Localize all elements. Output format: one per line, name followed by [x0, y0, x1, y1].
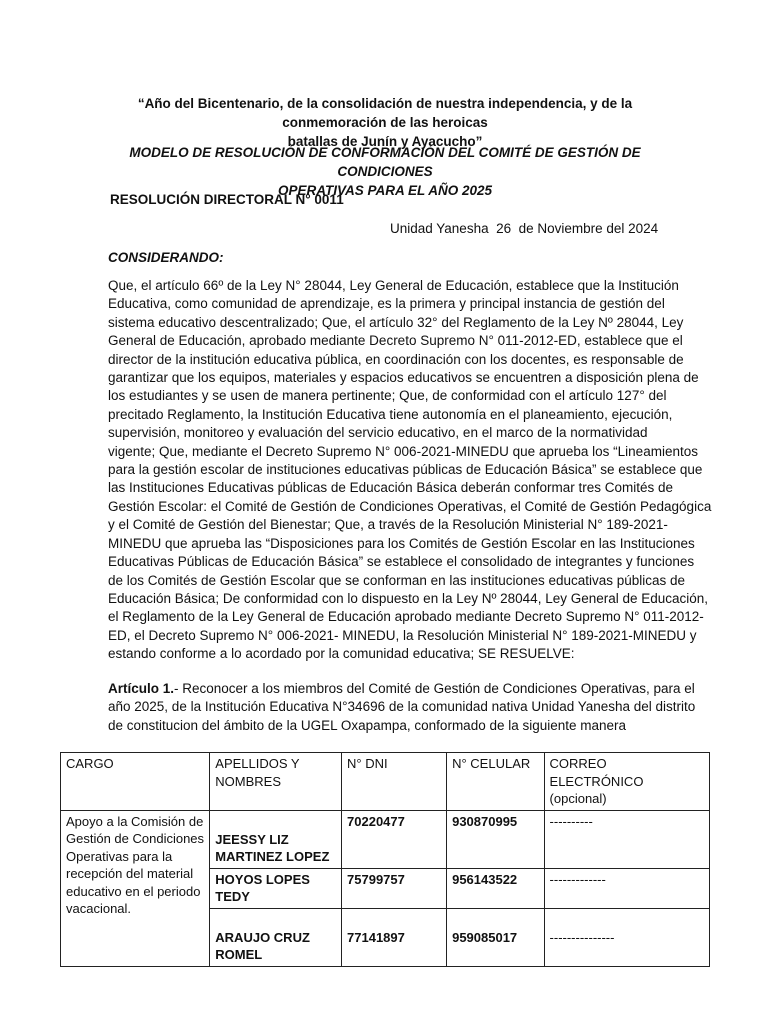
article-line: año 2025, de la Institución Educativa N°34696 de la comunidad nativa Unidad Yanesha del distrito	[108, 699, 696, 715]
paragraph-line: MINEDU que aprueba las “Disposiciones para los Comités de Gestión Escolar en las Instituciones	[108, 535, 695, 551]
paragraph-line: y el Comité de Gestión del Bienestar; Que, a través de la Resolución Ministerial N° 189-2021-	[108, 517, 668, 533]
motto-line: “Año del Bicentenario, de la consolidación de nuestra independencia, y de la conmemoración de las heroicas	[137, 96, 633, 130]
paragraph-line: las Instituciones Educativas públicas de Educación Básica deberán conformar tres Comités de	[108, 480, 674, 496]
member-name: ARAUJO CRUZ ROMEL	[210, 908, 342, 966]
member-email: ----------	[544, 810, 709, 868]
paragraph-line: estando conforme a lo acordado por la comunidad educativa; SE RESUELVE:	[108, 646, 575, 662]
header-names: APELLIDOS Y NOMBRES	[210, 753, 342, 811]
member-phone: 956143522	[447, 868, 544, 908]
paragraph-line: de los Comités de Gestión Escolar que se conforman en las instituciones educativas públicas de	[108, 572, 686, 588]
paragraph-line: para la gestión escolar de instituciones educativas públicas de Educación Básica” se establece que	[108, 462, 703, 478]
place-date: Unidad Yanesha 26 de Noviembre del 2024	[390, 221, 659, 236]
considering-paragraph	[108, 277, 712, 664]
paragraph-line: ED, el Decreto Supremo N° 006-2021- MINEDU, la Resolución Ministerial N° 189-2021-MINEDU y	[108, 627, 697, 643]
header-email: CORREO ELECTRÓNICO (opcional)	[544, 753, 709, 811]
motto-line: batallas de Junín y Ayacucho”	[287, 134, 483, 149]
paragraph-line: director de la institución educativa pública, en coordinación con los docentes, es responsable de	[108, 351, 684, 367]
paragraph-line: garantizar que los equipos, materiales y espacios educativos se encuentren a disposición plena de	[108, 370, 699, 386]
paragraph-line: Que, el artículo 66º de la Ley N° 28044, Ley General de Educación, establece que la Institución	[108, 278, 679, 293]
member-dni: 75799757	[342, 868, 447, 908]
cargo-cell: Apoyo a la Comisión de Gestión de Condiciones Operativas para la recepción del material educativo en el periodo vacacional.	[61, 810, 210, 966]
article-text: - Reconocer a los miembros del Comité de Gestión de Condiciones Operativas, para el	[174, 681, 695, 696]
member-name: HOYOS LOPES TEDY	[210, 868, 342, 908]
table-row	[61, 810, 710, 868]
resolution-number: RESOLUCIÓN DIRECTORAL N° 0011	[110, 192, 344, 207]
considering-heading: CONSIDERANDO:	[108, 250, 224, 265]
header-dni: N° DNI	[342, 753, 447, 811]
header-cargo: CARGO	[61, 753, 210, 811]
member-phone: 959085017	[447, 908, 544, 966]
member-phone: 930870995	[447, 810, 544, 868]
article-one	[108, 680, 696, 735]
paragraph-line: vigente; Que, mediante el Decreto Supremo N° 006-2021-MINEDU que aprueba los “Lineamientos	[108, 443, 698, 459]
table-header-row	[61, 753, 710, 811]
paragraph-line: precitado Reglamento, la Institución Educativa tiene autonomía en el planeamiento, ejecución,	[108, 406, 673, 422]
paragraph-line: el Reglamento de la Ley General de Educación aprobado mediante Decreto Supremo N° 011-2012-	[108, 609, 704, 625]
paragraph-line: General de Educación, aprobado mediante Decreto Supremo N° 011-2012-ED, establece que el	[108, 333, 683, 349]
member-name: JEESSY LIZ MARTINEZ LOPEZ	[210, 810, 342, 868]
member-email: ---------------	[544, 908, 709, 966]
article-line: de constitucion del ámbito de la UGEL Oxapampa, conformado de la siguiente manera	[108, 717, 627, 733]
title-line: OPERATIVAS PARA EL AÑO 2025	[277, 183, 493, 198]
committee-table	[60, 752, 710, 967]
member-dni: 77141897	[342, 908, 447, 966]
member-email: -------------	[544, 868, 709, 908]
paragraph-line: Gestión Escolar: el Comité de Gestión de Condiciones Operativas, el Comité de Gestión Pedagógica	[108, 498, 712, 514]
article-label: Artículo 1.	[108, 681, 175, 696]
paragraph-line: supervisión, monitoreo y evaluación del servicio educativo, en el marco de la normatividad	[108, 425, 648, 441]
paragraph-line: Educativa, como comunidad de aprendizaje, es la primera y principal instancia de gestión del	[108, 296, 665, 312]
paragraph-line: los estudiantes y se usen de manera pertinente; Que, de conformidad con el artículo 127° del	[108, 388, 667, 404]
article-first-line	[108, 680, 695, 698]
title-line: MODELO DE RESOLUCIÓN DE CONFORMACIÓN DEL COMITÉ DE GESTIÓN DE CONDICIONES	[129, 145, 641, 179]
paragraph-line: Educativas Públicas de Educación Básica” se establece el consolidado de integrantes y funciones	[108, 554, 695, 570]
member-dni: 70220477	[342, 810, 447, 868]
paragraph-line: Educación Básica; De conformidad con lo dispuesto en la Ley Nº 28044, Ley General de Educación,	[108, 590, 709, 606]
header-phone: N° CELULAR	[447, 753, 544, 811]
paragraph-line: sistema educativo descentralizado; Que, el artículo 32° del Reglamento de la Ley Nº 28044, Ley	[108, 314, 684, 330]
